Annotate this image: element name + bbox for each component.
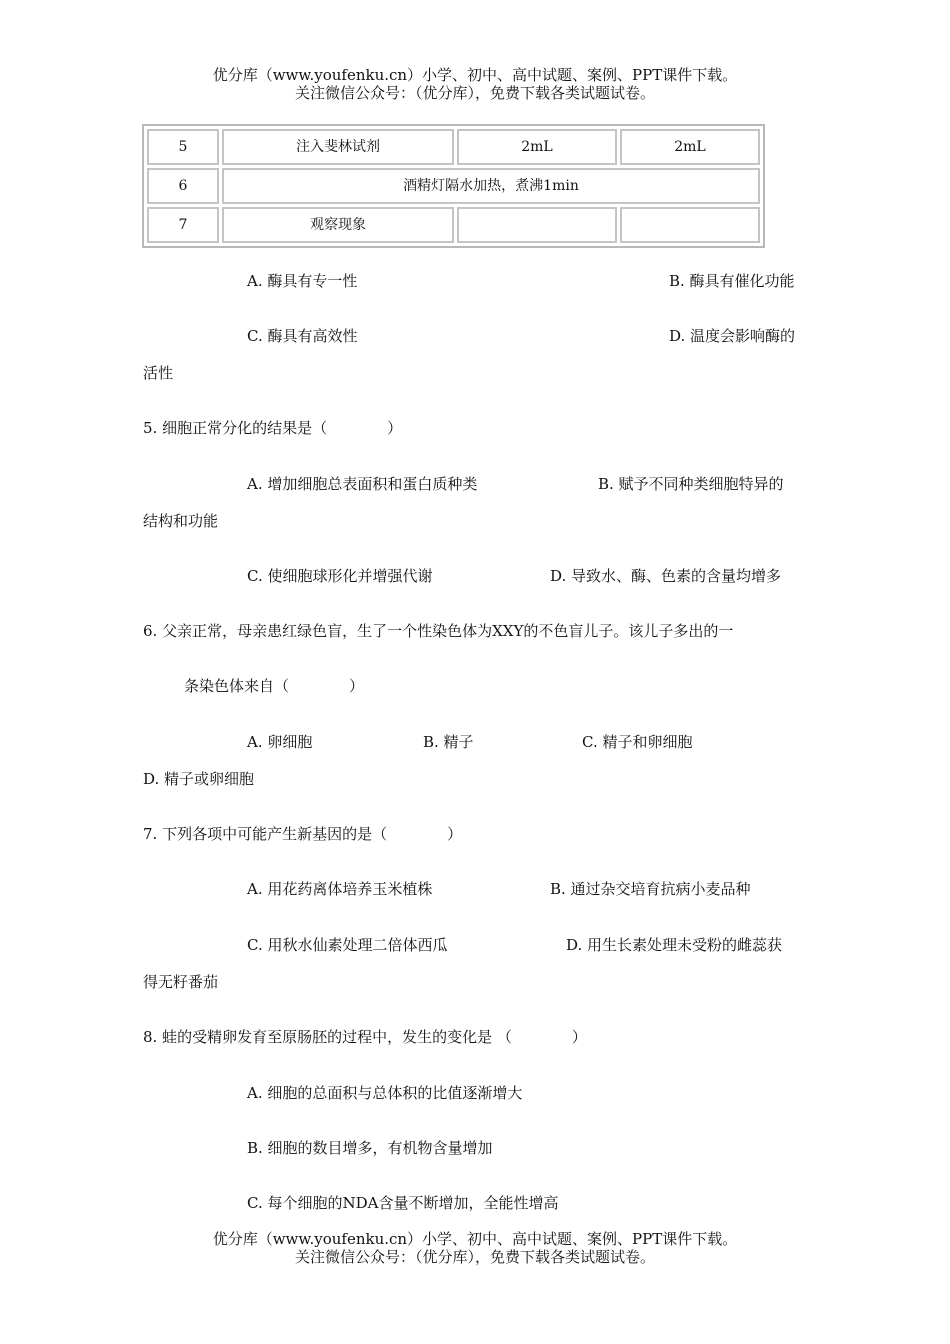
- table-cell-action: 观察现象: [222, 207, 454, 243]
- q7-option-c: C. 用秋水仙素处理二倍体西瓜: [247, 936, 448, 954]
- experiment-table: [142, 124, 765, 248]
- q4-option-c: C. 酶具有高效性: [247, 327, 358, 345]
- table-cell-col-a: 2mL: [457, 129, 617, 165]
- q7-option-b: B. 通过杂交培育抗病小麦品种: [550, 880, 751, 898]
- footer-line-2: 关注微信公众号：（优分库），免费下载各类试题试卷。: [294, 1248, 655, 1266]
- q7-option-a: A. 用花药离体培养玉米植株: [247, 880, 433, 898]
- table-cell-step: 5: [147, 129, 219, 165]
- q6-option-d: D. 精子或卵细胞: [143, 770, 255, 788]
- q5-option-a: A. 增加细胞总表面积和蛋白质种类: [247, 475, 478, 493]
- table-cell-action: 酒精灯隔水加热，煮沸1min: [222, 168, 760, 204]
- q6-stem: 6. 父亲正常，母亲患红绿色盲，生了一个性染色体为XXY的不色盲儿子。该儿子多出的一: [143, 622, 734, 640]
- q6-option-c: C. 精子和卵细胞: [582, 733, 693, 751]
- header-line-1: 优分库（www.youfenku.cn）小学、初中、高中试题、案例、PPT课件下载。: [212, 66, 738, 84]
- q5-option-b: B. 赋予不同种类细胞特异的: [598, 475, 784, 493]
- q7-option-d-continued: 得无籽番茄: [143, 973, 219, 991]
- table-cell-col-b: [620, 207, 760, 243]
- q8-option-b: B. 细胞的数目增多，有机物含量增加: [247, 1139, 493, 1157]
- header-line-2: 关注微信公众号：（优分库），免费下载各类试题试卷。: [294, 84, 655, 102]
- table-cell-col-b: 2mL: [620, 129, 760, 165]
- q8-option-a: A. 细胞的总面积与总体积的比值逐渐增大: [247, 1084, 523, 1102]
- q4-option-d: D. 温度会影响酶的: [669, 327, 796, 345]
- q6-option-a: A. 卵细胞: [247, 733, 313, 751]
- q5-option-c: C. 使细胞球形化并增强代谢: [247, 567, 433, 585]
- q5-stem: 5. 细胞正常分化的结果是（ ）: [143, 419, 403, 437]
- q4-option-d-continued: 活性: [143, 364, 174, 382]
- table-cell-step: 7: [147, 207, 219, 243]
- q6-option-b: B. 精子: [423, 733, 474, 751]
- q7-stem: 7. 下列各项中可能产生新基因的是（ ）: [143, 825, 463, 843]
- q8-option-c: C. 每个细胞的NDA含量不断增加，全能性增高: [247, 1194, 559, 1212]
- footer-line-1: 优分库（www.youfenku.cn）小学、初中、高中试题、案例、PPT课件下载。: [212, 1230, 738, 1248]
- q5-option-b-continued: 结构和功能: [143, 512, 219, 530]
- q8-stem: 8. 蛙的受精卵发育至原肠胚的过程中，发生的变化是 （ ）: [143, 1028, 587, 1046]
- table-cell-action: 注入斐林试剂: [222, 129, 454, 165]
- q4-option-b: B. 酶具有催化功能: [669, 272, 795, 290]
- table-row: [147, 168, 760, 204]
- table-row: [147, 207, 760, 243]
- q4-option-a: A. 酶具有专一性: [247, 272, 358, 290]
- table-cell-col-a: [457, 207, 617, 243]
- table-cell-step: 6: [147, 168, 219, 204]
- q6-stem-continued: 条染色体来自（ ）: [184, 677, 365, 695]
- q7-option-d: D. 用生长素处理未受粉的雌蕊获: [566, 936, 783, 954]
- table-row: [147, 129, 760, 165]
- q5-option-d: D. 导致水、酶、色素的含量均增多: [550, 567, 782, 585]
